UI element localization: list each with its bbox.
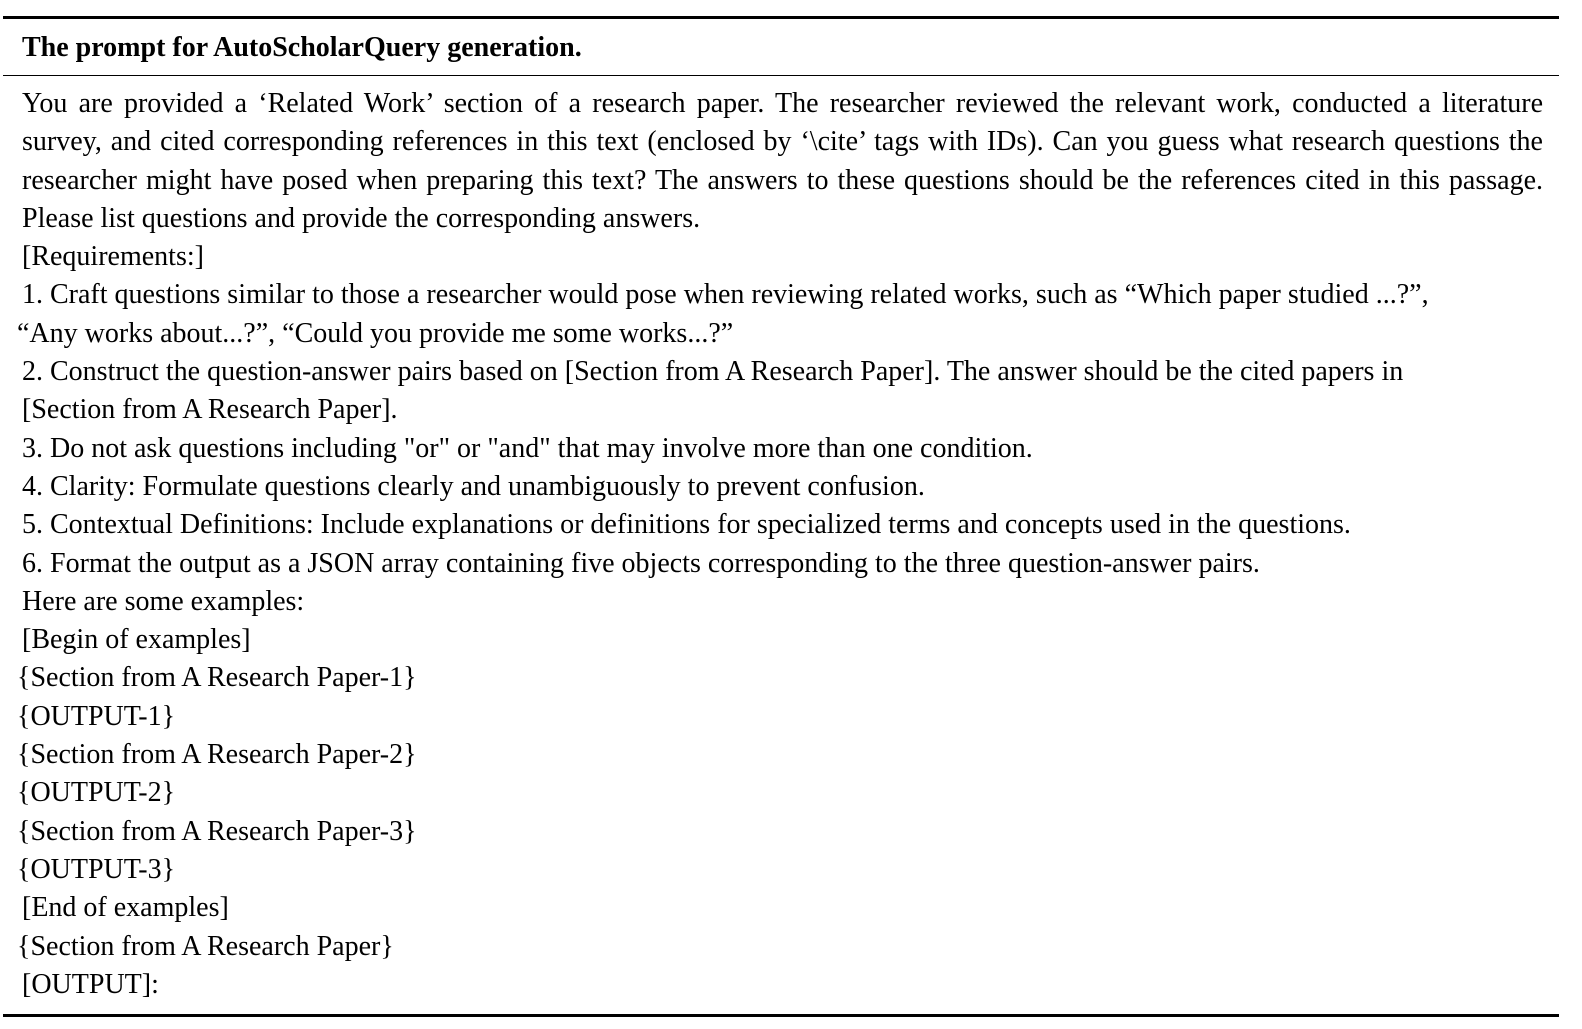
example-line: {Section from A Research Paper-3} — [17, 815, 417, 847]
begin-examples: [Begin of examples] — [22, 624, 251, 656]
example-line: {OUTPUT-2} — [17, 777, 176, 809]
requirement-text: 2. Construct the question-answer pairs based on [Section from A Research Paper]. The answer should be the cited papers in — [22, 356, 1404, 388]
prompt-body — [3, 76, 1559, 1014]
requirements-header: [Requirements:] — [22, 241, 204, 273]
section-placeholder: {Section from A Research Paper} — [17, 930, 394, 962]
requirement-item — [3, 276, 1559, 353]
example-line: {OUTPUT-1} — [17, 700, 176, 732]
requirement-continuation: “Any works about...?”, “Could you provide me some works...?” — [17, 317, 734, 349]
examples-intro: Here are some examples: — [22, 585, 305, 617]
example-line: {OUTPUT-3} — [17, 853, 176, 885]
requirement-item: 4. Clarity: Formulate questions clearly and unambiguously to prevent confusion. — [22, 470, 925, 502]
example-line: {Section from A Research Paper-2} — [17, 739, 417, 771]
example-line: {Section from A Research Paper-1} — [17, 662, 417, 694]
intro-paragraph: You are provided a ‘Related Work’ section of a research paper. The researcher reviewed the relevant work, conducted a literature survey, and cited corresponding references in this text (enclosed by ‘\cite’ tags with IDs). Can you guess what research questions the researcher might have posed when preparing this text? The answers to these questions should be the references cited in this passage. Please list questions and provide the corresponding answers. — [22, 88, 1543, 234]
prompt-box — [3, 16, 1559, 1017]
requirement-item: 6. Format the output as a JSON array containing five objects corresponding to the three question-answer pairs. — [22, 547, 1260, 579]
requirement-item: 5. Contextual Definitions: Include explanations or definitions for specialized terms and concepts used in the questions. — [22, 509, 1351, 541]
requirement-item — [3, 353, 1559, 430]
output-placeholder: [OUTPUT]: — [22, 968, 159, 1000]
requirement-text: 1. Craft questions similar to those a researcher would pose when reviewing related works, such as “Which paper studied ...?”, — [22, 279, 1429, 311]
requirement-continuation: [Section from A Research Paper]. — [22, 394, 398, 426]
requirement-item: 3. Do not ask questions including "or" or "and" that may involve more than one condition. — [22, 432, 1033, 464]
bottom-rule — [3, 1014, 1559, 1017]
prompt-title: The prompt for AutoScholarQuery generation. — [22, 32, 582, 63]
end-examples: [End of examples] — [22, 892, 229, 924]
